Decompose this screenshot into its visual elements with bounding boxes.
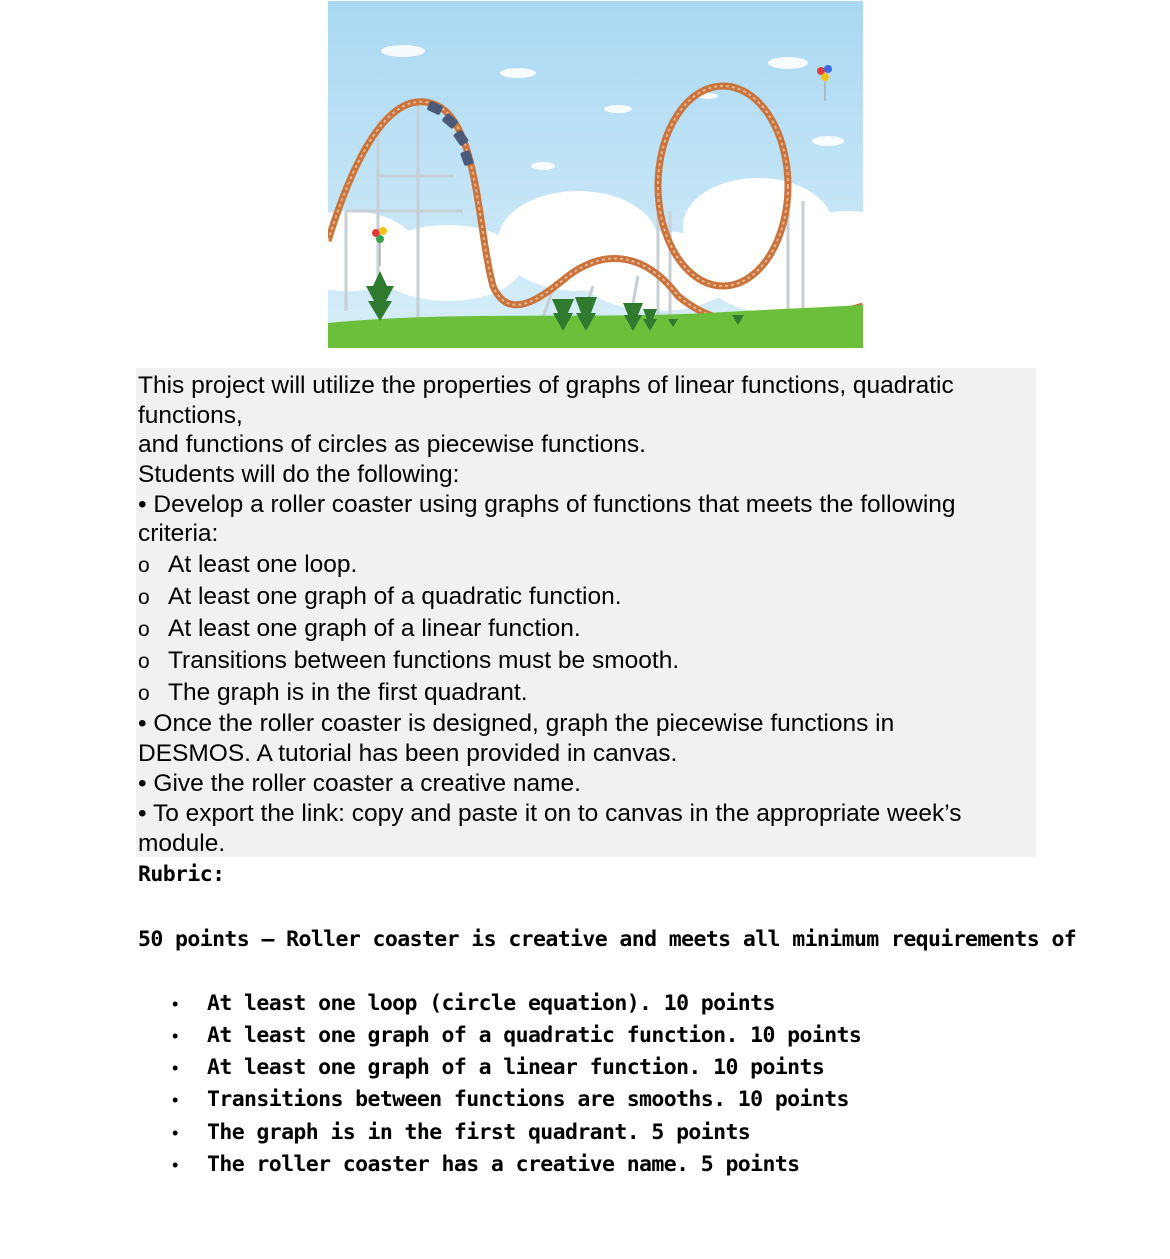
export-text-2: module. (138, 830, 226, 857)
sub-bullet-mark: o (138, 682, 150, 705)
export-bullet (138, 799, 962, 829)
name-text: Give the roller coaster a creative name. (153, 770, 581, 797)
bullet-mark: • (138, 800, 147, 827)
rubric-bullet: • (172, 1090, 179, 1110)
desmos-text-1: Once the roller coaster is designed, graph the piecewise functions in (153, 710, 895, 737)
sub-bullet-mark: o (138, 554, 150, 577)
rubric-item: At least one loop (circle equation). 10 points (207, 991, 775, 1016)
roller-coaster-illustration (328, 1, 863, 348)
criteria-item (138, 581, 622, 614)
criteria-text: At least one graph of a linear function. (168, 615, 581, 642)
rubric-bullet: • (172, 1058, 179, 1078)
develop-text-2: criteria: (138, 520, 219, 547)
criteria-item (138, 677, 528, 710)
sub-bullet-mark: o (138, 650, 150, 673)
develop-bullet (138, 490, 956, 520)
criteria-item (138, 613, 581, 646)
rubric-bullet: • (172, 1155, 179, 1175)
rubric-bullet: • (172, 994, 179, 1014)
criteria-item (138, 645, 679, 678)
rubric-item: The roller coaster has a creative name. 5 points (207, 1152, 800, 1177)
bullet-mark: • (138, 710, 147, 737)
sub-bullet-mark: o (138, 618, 150, 641)
develop-text-1: Develop a roller coaster using graphs of functions that meets the following (153, 491, 956, 518)
intro-line-1: This project will utilize the properties of graphs of linear functions, quadratic (138, 372, 954, 399)
criteria-text: At least one loop. (168, 551, 358, 578)
rubric-item: Transitions between functions are smooths. 10 points (207, 1087, 849, 1112)
bullet-mark: • (138, 491, 147, 518)
intro-line-3: and functions of circles as piecewise functions. (138, 431, 646, 458)
criteria-item (138, 549, 357, 582)
rubric-item: The graph is in the first quadrant. 5 points (207, 1120, 751, 1145)
criteria-text: The graph is in the first quadrant. (168, 679, 528, 706)
rubric-bullet: • (172, 1123, 179, 1143)
bullet-mark: • (138, 770, 147, 797)
rubric-item: At least one graph of a linear function. 10 points (207, 1055, 825, 1080)
sub-bullet-mark: o (138, 586, 150, 609)
name-bullet (138, 769, 581, 799)
desmos-bullet (138, 709, 894, 739)
rubric-bullet: • (172, 1026, 179, 1046)
criteria-text: Transitions between functions must be smooth. (168, 647, 680, 674)
rubric-summary: 50 points – Roller coaster is creative and meets all minimum requirements of (138, 927, 1077, 952)
desmos-text-2: DESMOS. A tutorial has been provided in canvas. (138, 740, 678, 767)
criteria-text: At least one graph of a quadratic function. (168, 583, 622, 610)
export-text-1: To export the link: copy and paste it on to canvas in the appropriate week’s (152, 800, 962, 827)
intro-line-2: functions, (138, 402, 243, 429)
intro-line-4: Students will do the following: (138, 461, 460, 488)
rubric-heading: Rubric: (138, 862, 225, 887)
rubric-item: At least one graph of a quadratic function. 10 points (207, 1023, 862, 1048)
